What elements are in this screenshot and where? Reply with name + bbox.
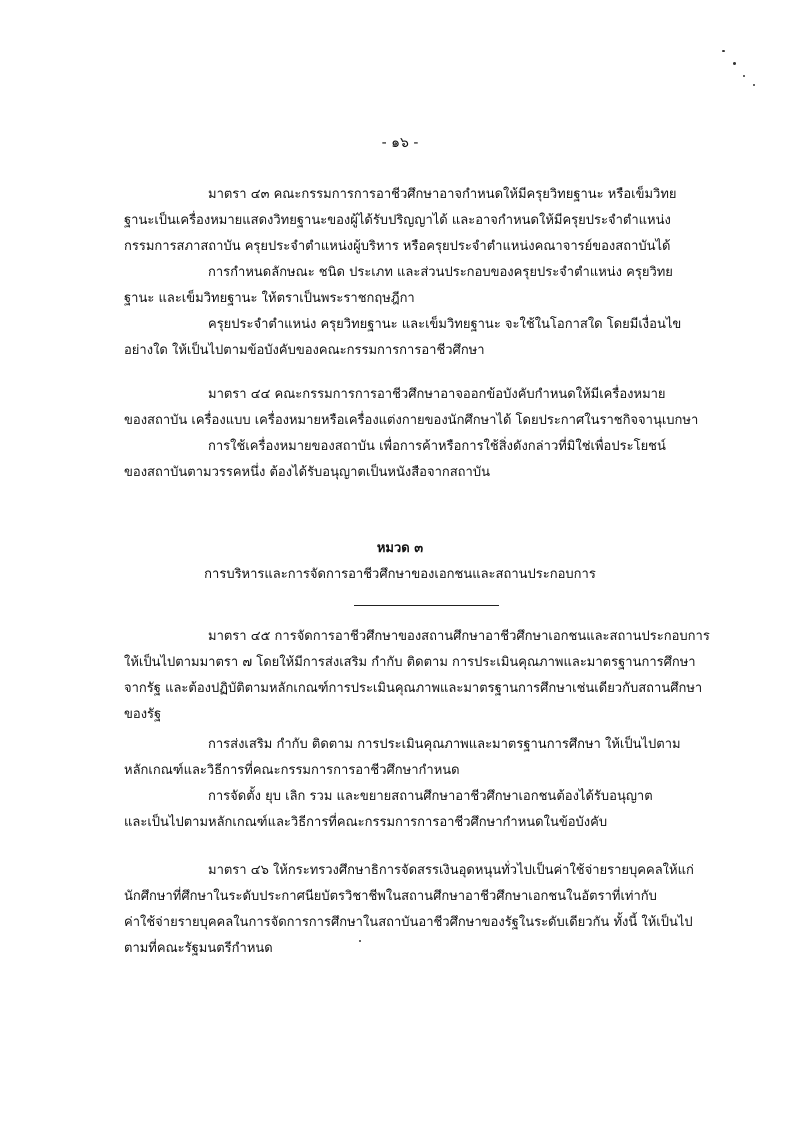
section-44-line-1: มาตรา ๔๔ คณะกรรมการการอาชีวศึกษาอาจออกข้อบังคับกำหนดให้มีเครื่องหมาย bbox=[208, 387, 666, 402]
section-45-line-8: และเป็นไปตามหลักเกณฑ์และวิธีการที่คณะกรรมการการอาชีวศึกษากำหนดในข้อบังคับ bbox=[124, 815, 608, 830]
section-45-line-5: การส่งเสริม กำกับ ติดตาม การประเมินคุณภาพและมาตรฐานการศึกษา ให้เป็นไปตาม bbox=[208, 737, 681, 752]
section-43-line-4: การกำหนดลักษณะ ชนิด ประเภท และส่วนประกอบของครุยประจำตำแหน่ง ครุยวิทย bbox=[208, 265, 673, 280]
section-45-line-3: จากรัฐ และต้องปฏิบัติตามหลักเกณฑ์การประเมินคุณภาพและมาตรฐานการศึกษาเช่นเดียวกับสถานศึกษา bbox=[124, 681, 703, 696]
section-45-line-7: การจัดตั้ง ยุบ เลิก รวม และขยายสถานศึกษาอาชีวศึกษาเอกชนต้องได้รับอนุญาต bbox=[208, 789, 653, 804]
section-44-line-3: การใช้เครื่องหมายของสถาบัน เพื่อการค้าหรือการใช้สิ่งดังกล่าวที่มิใช่เพื่อประโยชน์ bbox=[208, 439, 666, 454]
section-46-line-2: นักศึกษาที่ศึกษาในระดับประกาศนียบัตรวิชาชีพในสถานศึกษาอาชีวศึกษาเอกชนในอัตราที่เท่ากับ bbox=[124, 889, 657, 904]
section-45-line-4: ของรัฐ bbox=[124, 707, 162, 722]
scan-speck bbox=[359, 940, 361, 942]
section-44-line-4: ของสถาบันตามวรรคหนึ่ง ต้องได้รับอนุญาตเป็นหนังสือจากสถาบัน bbox=[124, 465, 490, 480]
section-43-line-7: อย่างใด ให้เป็นไปตามข้อบังคับของคณะกรรมการการอาชีวศึกษา bbox=[124, 343, 485, 358]
chapter-divider bbox=[354, 605, 499, 606]
scan-speck bbox=[743, 75, 745, 77]
section-45-line-6: หลักเกณฑ์และวิธีการที่คณะกรรมการการอาชีวศึกษากำหนด bbox=[124, 763, 460, 778]
scan-speck bbox=[753, 84, 755, 86]
section-46-line-1: มาตรา ๔๖ ให้กระทรวงศึกษาธิการจัดสรรเงินอุดหนุนทั่วไปเป็นค่าใช้จ่ายรายบุคคลให้แก่ bbox=[208, 863, 694, 878]
section-45-line-2: ให้เป็นไปตามมาตรา ๗ โดยให้มีการส่งเสริม กำกับ ติดตาม การประเมินคุณภาพและมาตรฐานการศึกษา bbox=[124, 655, 696, 670]
section-43-line-1: มาตรา ๔๓ คณะกรรมการการอาชีวศึกษาอาจกำหนดให้มีครุยวิทยฐานะ หรือเข็มวิทย bbox=[208, 187, 677, 202]
scan-speck bbox=[722, 50, 725, 52]
page-number: - ๑๖ - bbox=[381, 135, 419, 151]
section-43-line-2: ฐานะเป็นเครื่องหมายแสดงวิทยฐานะของผู้ได้รับปริญญาได้ และอาจกำหนดให้มีครุยประจำตำแหน่ง bbox=[124, 213, 671, 228]
section-43-line-5: ฐานะ และเข็มวิทยฐานะ ให้ตราเป็นพระราชกฤษฎีกา bbox=[124, 291, 415, 306]
chapter-number: หมวด ๓ bbox=[376, 541, 424, 556]
section-43-line-3: กรรมการสภาสถาบัน ครุยประจำตำแหน่งผู้บริหาร หรือครุยประจำตำแหน่งคณาจารย์ของสถาบันได้ bbox=[124, 239, 671, 254]
section-44-line-2: ของสถาบัน เครื่องแบบ เครื่องหมายหรือเครื่องแต่งกายของนักศึกษาได้ โดยประกาศในราชกิจจานุเบกษา bbox=[124, 413, 699, 428]
section-46-line-4: ตามที่คณะรัฐมนตรีกำหนด bbox=[124, 941, 273, 956]
section-45-line-1: มาตรา ๔๕ การจัดการอาชีวศึกษาของสถานศึกษาอาชีวศึกษาเอกชนและสถานประกอบการ bbox=[208, 629, 710, 644]
scan-speck bbox=[733, 62, 736, 65]
section-43-line-6: ครุยประจำตำแหน่ง ครุยวิทยฐานะ และเข็มวิทยฐานะ จะใช้ในโอกาสใด โดยมีเงื่อนไข bbox=[208, 317, 682, 332]
section-46-line-3: ค่าใช้จ่ายรายบุคคลในการจัดการการศึกษาในสถาบันอาชีวศึกษาของรัฐในระดับเดียวกัน ทั้งนี้ ให้เป็นไป bbox=[124, 915, 693, 930]
chapter-title: การบริหารและการจัดการอาชีวศึกษาของเอกชนและสถานประกอบการ bbox=[204, 567, 596, 582]
